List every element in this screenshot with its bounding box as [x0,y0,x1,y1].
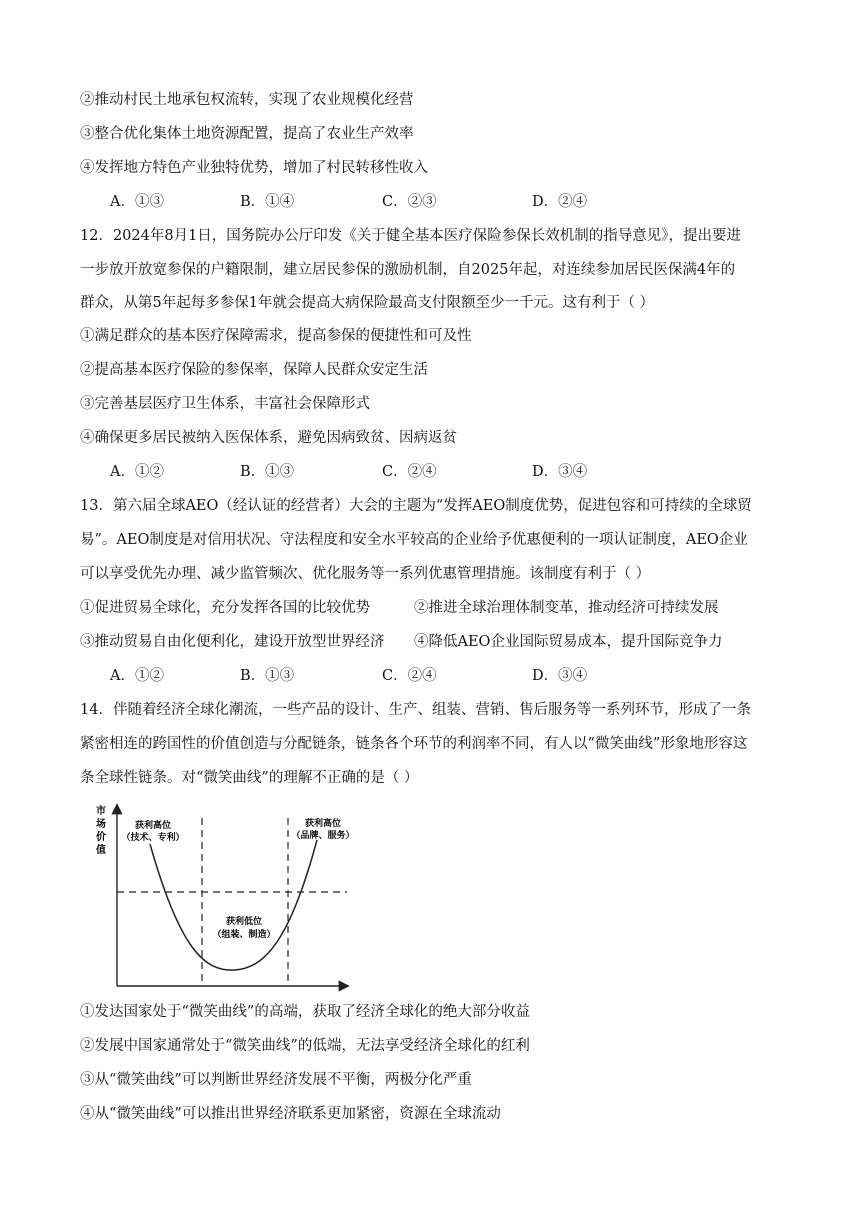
right-peak-label-2: （品牌、服务） [291,831,355,841]
q12-stem-line-1: 12．2024年8月1日，国务院办公厅印发《关于健全基本医疗保险参保长效机制的指导意见》，提出要进 [80,228,742,244]
q11-statement-4: ④发挥地方特色产业独特优势，增加了村民转移性收入 [80,160,428,176]
q14-stem-line-2: 紧密相连的跨国性的价值创造与分配链条，链条各个环节的利润率不同，有人以“微笑曲线”形象地形容这 [80,736,748,752]
q13-option-d[interactable]: D．③④ [532,668,588,684]
q13-option-b[interactable]: B．①③ [240,668,295,684]
q14-statement-1: ①发达国家处于“微笑曲线”的高端，获取了经济全球化的绝大部分收益 [80,1004,530,1020]
q14-statement-3: ③从“微笑曲线”可以判断世界经济发展不平衡，两极分化严重 [80,1072,472,1088]
q11-option-b[interactable]: B．①④ [240,194,295,210]
q11-option-d[interactable]: D．②④ [532,194,588,210]
q13-statements-row-1 [80,598,719,618]
q12-statement-1: ①满足群众的基本医疗保障需求，提高参保的便捷性和可及性 [80,328,472,344]
q12-statement-3: ③完善基层医疗卫生体系，丰富社会保障形式 [80,396,370,412]
q11-option-c[interactable]: C．②③ [382,194,437,210]
smile-curve [150,840,317,970]
smile-curve-figure [85,800,375,1000]
left-peak-label-2: （技术、专利） [121,833,185,843]
q12-option-d[interactable]: D．③④ [532,464,588,480]
q11-statement-2: ②推动村民土地承包权流转，实现了农业规模化经营 [80,92,414,108]
q12-stem-line-2: 一步放开放宽参保的户籍限制，建立居民参保的激励机制，自2025年起，对连续参加居民医保满4年的 [80,262,736,278]
q13-statement-3: ③推动贸易自由化便利化，建设开放型世界经济 [80,634,385,650]
y-axis-label-4: 值 [96,845,106,856]
q13-statement-4: ④降低AEO企业国际贸易成本，提升国际竞争力 [414,634,723,650]
q13-option-c[interactable]: C．②④ [382,668,437,684]
q12-option-b[interactable]: B．①③ [240,464,295,480]
q14-statement-2: ②发展中国家通常处于“微笑曲线”的低端，无法享受经济全球化的红利 [80,1038,530,1054]
q13-stem-line-3: 可以享受优先办理、减少监管频次、优化服务等一系列优惠管理措施。该制度有利于（ ） [80,566,651,582]
q11-option-a[interactable]: A．①③ [110,194,164,210]
left-peak-label-1: 获利高位 [134,821,172,831]
q12-statement-4: ④确保更多居民被纳入医保体系，避免因病致贫、因病返贫 [80,430,457,446]
y-axis-label-3: 价 [96,832,106,843]
q14-stem-line-1: 14．伴随着经济全球化潮流，一些产品的设计、生产、组装、营销、售后服务等一系列环节，形成了一条 [80,702,751,718]
q12-statement-2: ②提高基本医疗保险的参保率，保障人民群众安定生活 [80,362,428,378]
q13-statements-row-2 [80,632,723,652]
q13-statement-2: ②推进全球治理体制变革，推动经济可持续发展 [414,600,719,616]
right-peak-label-1: 获利高位 [304,819,342,829]
y-axis-label-1: 市 [96,806,106,817]
q11-statement-3: ③整合优化集体土地资源配置，提高了农业生产效率 [80,126,414,142]
y-axis-label-2: 场 [96,819,106,830]
q13-option-a[interactable]: A．①② [110,668,164,684]
q13-stem-line-2: 易”。AEO制度是对信用状况、守法程度和安全水平较高的企业给予优惠便利的一项认证制度，AEO企业 [80,532,748,548]
bottom-label-2: （组装、制造） [212,930,276,940]
q14-statement-4: ④从“微笑曲线”可以推出世界经济联系更加紧密，资源在全球流动 [80,1106,501,1122]
bottom-label-1: 获利低位 [225,917,263,927]
q14-stem-line-3: 条全球性链条。对“微笑曲线”的理解不正确的是（ ） [80,770,419,786]
q12-option-c[interactable]: C．②④ [382,464,437,480]
q13-stem-line-1: 13．第六届全球AEO（经认证的经营者）大会的主题为“发挥AEO制度优势，促进包容和可持续的全球贸 [80,498,752,514]
q12-option-a[interactable]: A．①② [110,464,164,480]
q13-statement-1: ①促进贸易全球化，充分发挥各国的比较优势 [80,600,370,616]
q12-stem-line-3: 群众，从第5年起每多参保1年就会提高大病保险最高支付限额至少一千元。这有利于（ ） [80,295,655,311]
